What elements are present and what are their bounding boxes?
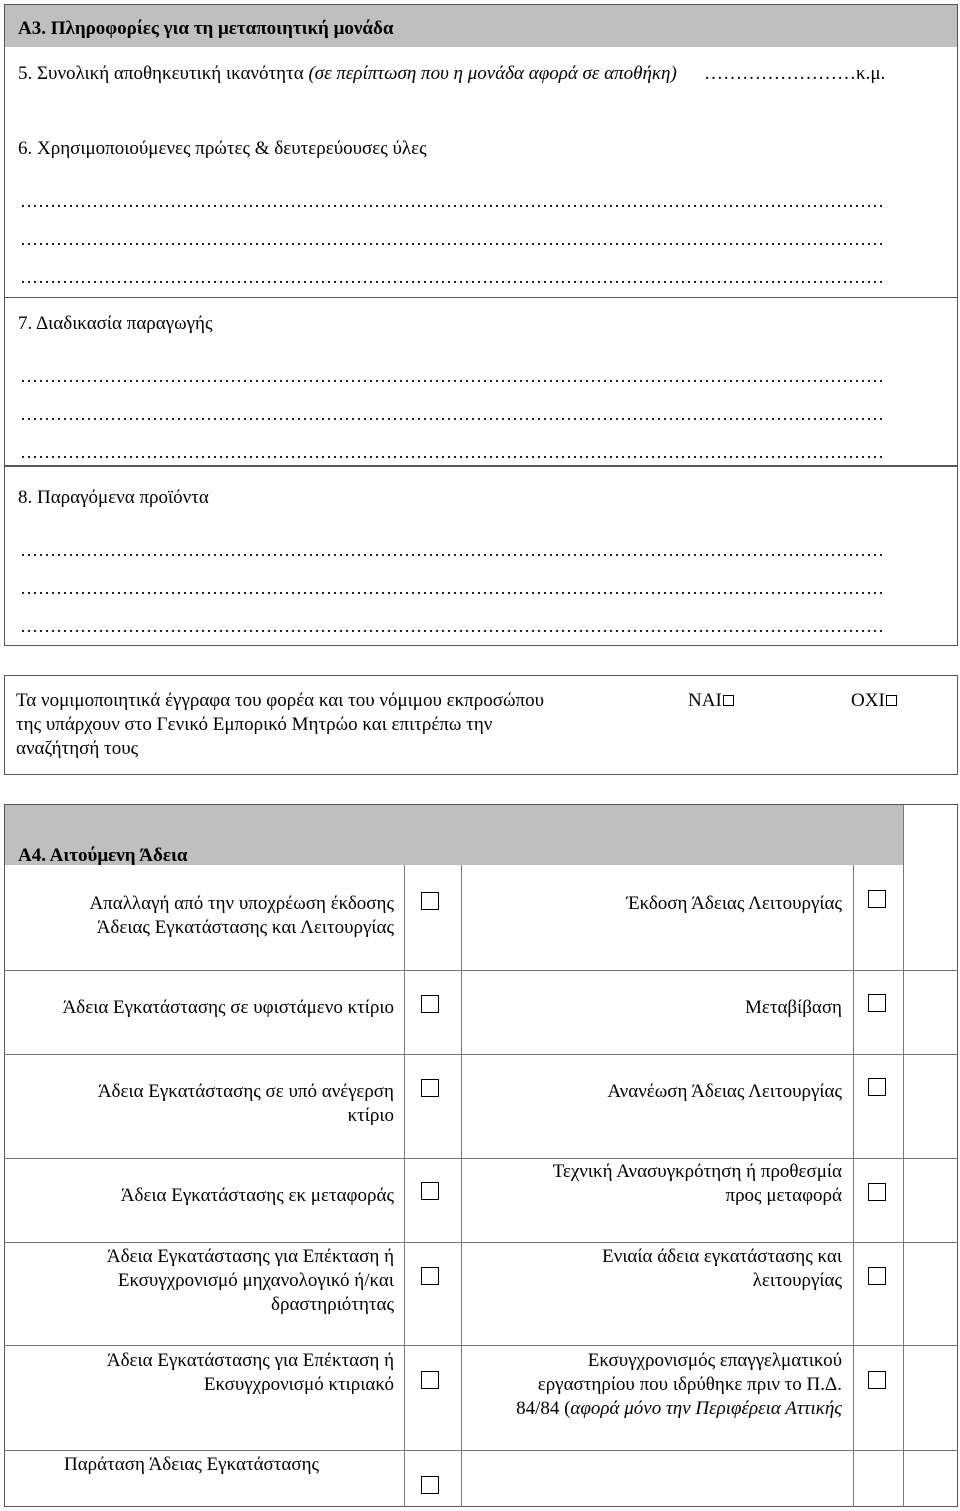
- item8-line-1[interactable]: ………………………………………………………………………………………………………………………………: [20, 540, 884, 560]
- option-unified-license-label: Ενιαία άδεια εγκατάστασης και λειτουργίας: [602, 1246, 842, 1291]
- grid-line: [903, 805, 904, 1507]
- unified-license-checkbox[interactable]: [868, 1267, 886, 1285]
- mech-extension-checkbox[interactable]: [421, 1267, 439, 1285]
- item6-line-2[interactable]: ………………………………………………………………………………………………………………………………: [20, 229, 884, 249]
- legal-docs-no[interactable]: ΟΧΙ: [851, 689, 897, 713]
- existing-building-checkbox[interactable]: [421, 995, 439, 1013]
- operating-license-checkbox[interactable]: [868, 890, 886, 908]
- item5-note: (σε περίπτωση που η μονάδα αφορά σε αποθήκη): [308, 63, 677, 84]
- grid-line: [853, 865, 854, 1507]
- a3-header-title: Α3. Πληροφορίες για τη μεταποιητική μονάδα: [18, 18, 394, 39]
- workshop-checkbox[interactable]: [868, 1371, 886, 1389]
- yes-checkbox[interactable]: [723, 695, 734, 706]
- grid-line: [4, 1054, 958, 1055]
- option-exemption-label: Απαλλαγή από την υποχρέωση έκδοσης Άδειας Εγκατάστασης και Λειτουργίας: [89, 893, 394, 938]
- item5-input[interactable]: ……………………κ.μ.: [704, 63, 886, 84]
- no-checkbox[interactable]: [886, 695, 897, 706]
- item7-line-1[interactable]: ………………………………………………………………………………………………………………………………: [20, 366, 884, 386]
- item5-unit: κ.μ.: [856, 63, 886, 84]
- option-reconstruction-label: Τεχνική Ανασυγκρότηση ή προθεσμία προς μεταφορά: [552, 1161, 842, 1206]
- a3-header: [5, 5, 957, 47]
- item8-line-3[interactable]: ………………………………………………………………………………………………………………………………: [20, 616, 884, 636]
- grid-line: [4, 1158, 958, 1159]
- a4-header: [5, 805, 903, 865]
- item5-label: 5. Συνολική αποθηκευτική ικανότητα (σε περίπτωση που η μονάδα αφορά σε αποθήκη): [18, 63, 677, 84]
- option-workshop-label: Εκσυγχρονισμός επαγγελματικού εργαστηρίου που ιδρύθηκε πριν το Π.Δ. 84/84 (αφορά μόνο την Περιφέρεια Αττικής: [462, 1349, 842, 1421]
- workshop-note: 84/84 (αφορά μόνο την Περιφέρεια Αττικής: [516, 1398, 842, 1419]
- item8-line-2[interactable]: ………………………………………………………………………………………………………………………………: [20, 578, 884, 598]
- grid-line: [4, 970, 958, 971]
- item6-line-1[interactable]: ………………………………………………………………………………………………………………………………: [20, 191, 884, 211]
- legal-docs-yes[interactable]: ΝΑΙ: [688, 689, 734, 713]
- grid-line: [4, 1345, 958, 1346]
- item6-line-3[interactable]: ………………………………………………………………………………………………………………………………: [20, 267, 884, 287]
- option-renewal-label: Ανανέωση Άδειας Λειτουργίας: [607, 1081, 842, 1102]
- under-construction-checkbox[interactable]: [421, 1079, 439, 1097]
- grid-line: [404, 865, 405, 1507]
- a4-header-title: Α4. Αιτούμενη Άδεια: [18, 845, 188, 866]
- legal-docs-text: Τα νομιμοποιητικά έγγραφα του φορέα και του νόμιμου εκπροσώπου της υπάρχουν στο Γενικό Εμπορικό Μητρώο και επιτρέπω την αναζήτησή τους: [16, 690, 545, 759]
- exemption-checkbox[interactable]: [421, 892, 439, 910]
- building-extension-checkbox[interactable]: [421, 1371, 439, 1389]
- item7-label: 7. Διαδικασία παραγωγής: [18, 313, 213, 334]
- option-transfer-label: Μεταβίβαση: [744, 997, 842, 1018]
- option-building-extension-label: Άδεια Εγκατάστασης για Επέκταση ή Εκσυγχρονισμό κτιριακό: [106, 1350, 394, 1395]
- option-operating-license-label: Έκδοση Άδειας Λειτουργίας: [626, 893, 842, 914]
- option-under-construction-label: Άδεια Εγκατάστασης σε υπό ανέγερση κτίριο: [97, 1081, 394, 1126]
- relocation-checkbox[interactable]: [421, 1182, 439, 1200]
- transfer-checkbox[interactable]: [868, 994, 886, 1012]
- item8-label: 8. Παραγόμενα προϊόντα: [18, 487, 209, 508]
- item6-label: 6. Χρησιμοποιούμενες πρώτες & δευτερεύουσες ύλες: [18, 138, 427, 159]
- option-extension-label: Παράταση Άδειας Εγκατάστασης: [64, 1454, 320, 1475]
- grid-line: [4, 1450, 958, 1451]
- extension-checkbox[interactable]: [421, 1476, 439, 1494]
- option-mech-extension-label: Άδεια Εγκατάστασης για Επέκταση ή Εκσυγχρονισμό μηχανολογικό ή/και δραστηριότητας: [106, 1246, 394, 1315]
- item7-line-3[interactable]: ………………………………………………………………………………………………………………………………: [20, 442, 884, 462]
- reconstruction-checkbox[interactable]: [868, 1183, 886, 1201]
- renewal-checkbox[interactable]: [868, 1078, 886, 1096]
- grid-line: [4, 1242, 958, 1243]
- item7-line-2[interactable]: ………………………………………………………………………………………………………………………………: [20, 404, 884, 424]
- option-relocation-label: Άδεια Εγκατάστασης εκ μεταφοράς: [120, 1185, 394, 1206]
- option-existing-building-label: Άδεια Εγκατάστασης σε υφιστάμενο κτίριο: [62, 997, 394, 1018]
